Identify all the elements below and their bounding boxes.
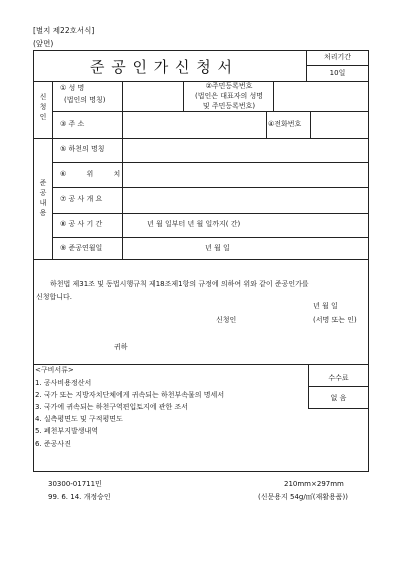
approval-note: 99. 6. 14. 개정승인 — [48, 493, 111, 501]
river-name-field[interactable] — [123, 139, 368, 161]
phone-field[interactable] — [311, 112, 368, 137]
paper-size: 210mm×297mm — [284, 480, 344, 488]
form-number: [별지 제22호서식] — [33, 26, 95, 35]
documents-header: <구비서류> — [35, 366, 74, 374]
work-summary-field[interactable] — [123, 188, 368, 212]
form-title: 준 공 인 가 신 청 서 — [90, 58, 234, 76]
regno-sublabel-2: 및 주민등록번호) — [202, 102, 256, 110]
document-item: 4. 실측평면도 및 구적평면도 — [35, 415, 123, 423]
address-label: ③ 주 소 — [60, 120, 85, 128]
location-label: ⑥ 위 치 — [60, 170, 121, 178]
regno-sublabel-1: (법인은 대표자의 성명 — [194, 92, 264, 100]
work-summary-label: ⑦ 공 사 개 요 — [60, 195, 103, 203]
phone-label: ④전화번호 — [268, 120, 302, 128]
document-item: 3. 국가에 귀속되는 하천구역편입토지에 관한 조서 — [35, 403, 189, 411]
completion-date-label: ⑨ 준공연월일 — [60, 244, 103, 252]
location-field[interactable] — [123, 163, 368, 186]
name-sublabel: (법인의 명칭) — [64, 96, 106, 104]
work-period-value[interactable]: 년 월 일부터 년 월 일까지( 간) — [147, 220, 241, 228]
addressee: 귀하 — [114, 343, 128, 351]
front-page-label: (앞면) — [33, 39, 54, 48]
fee-label: 수수료 — [328, 374, 349, 382]
document-item: 5. 폐천부지발생내역 — [35, 427, 98, 435]
regno-label: ②주민등록번호 — [205, 82, 253, 90]
form-code: 30300-01711민 — [48, 480, 102, 488]
document-item: 2. 국가 또는 지방자치단체에게 귀속되는 하천부속물의 명세서 — [35, 391, 225, 399]
name-field[interactable] — [123, 82, 182, 110]
address-field[interactable] — [123, 112, 265, 137]
applicant-section-label: 신 청 인 — [39, 93, 47, 122]
fee-value: 없 음 — [330, 394, 347, 402]
signature-field[interactable]: (서명 또는 인) — [313, 316, 357, 324]
paper-spec: (신문용지 54g/㎡(재활용품)) — [258, 493, 348, 501]
applicant-name-label: 신청인 — [216, 316, 237, 324]
application-date[interactable]: 년 월 일 — [313, 302, 338, 310]
regno-field[interactable] — [274, 82, 368, 110]
statement-line-2: 신청합니다. — [36, 293, 73, 301]
completion-date-value[interactable]: 년 월 일 — [205, 244, 230, 252]
statement-line-1: 하천법 제31조 및 동법시행규칙 제18조제1항의 규정에 의하여 위와 같이 준공인가를 — [50, 280, 309, 288]
name-label: ① 성 명 — [60, 84, 85, 92]
document-item: 6. 준공사진 — [35, 440, 71, 448]
processing-period-label: 처리기간 — [323, 53, 352, 61]
work-period-label: ⑧ 공 사 기 간 — [60, 220, 103, 228]
document-item: 1. 공사비용정산서 — [35, 379, 92, 387]
completion-section-label: 준 공 내 용 — [39, 179, 47, 218]
river-name-label: ⑤ 하천의 명칭 — [60, 145, 105, 153]
processing-period-value: 10일 — [329, 69, 346, 77]
